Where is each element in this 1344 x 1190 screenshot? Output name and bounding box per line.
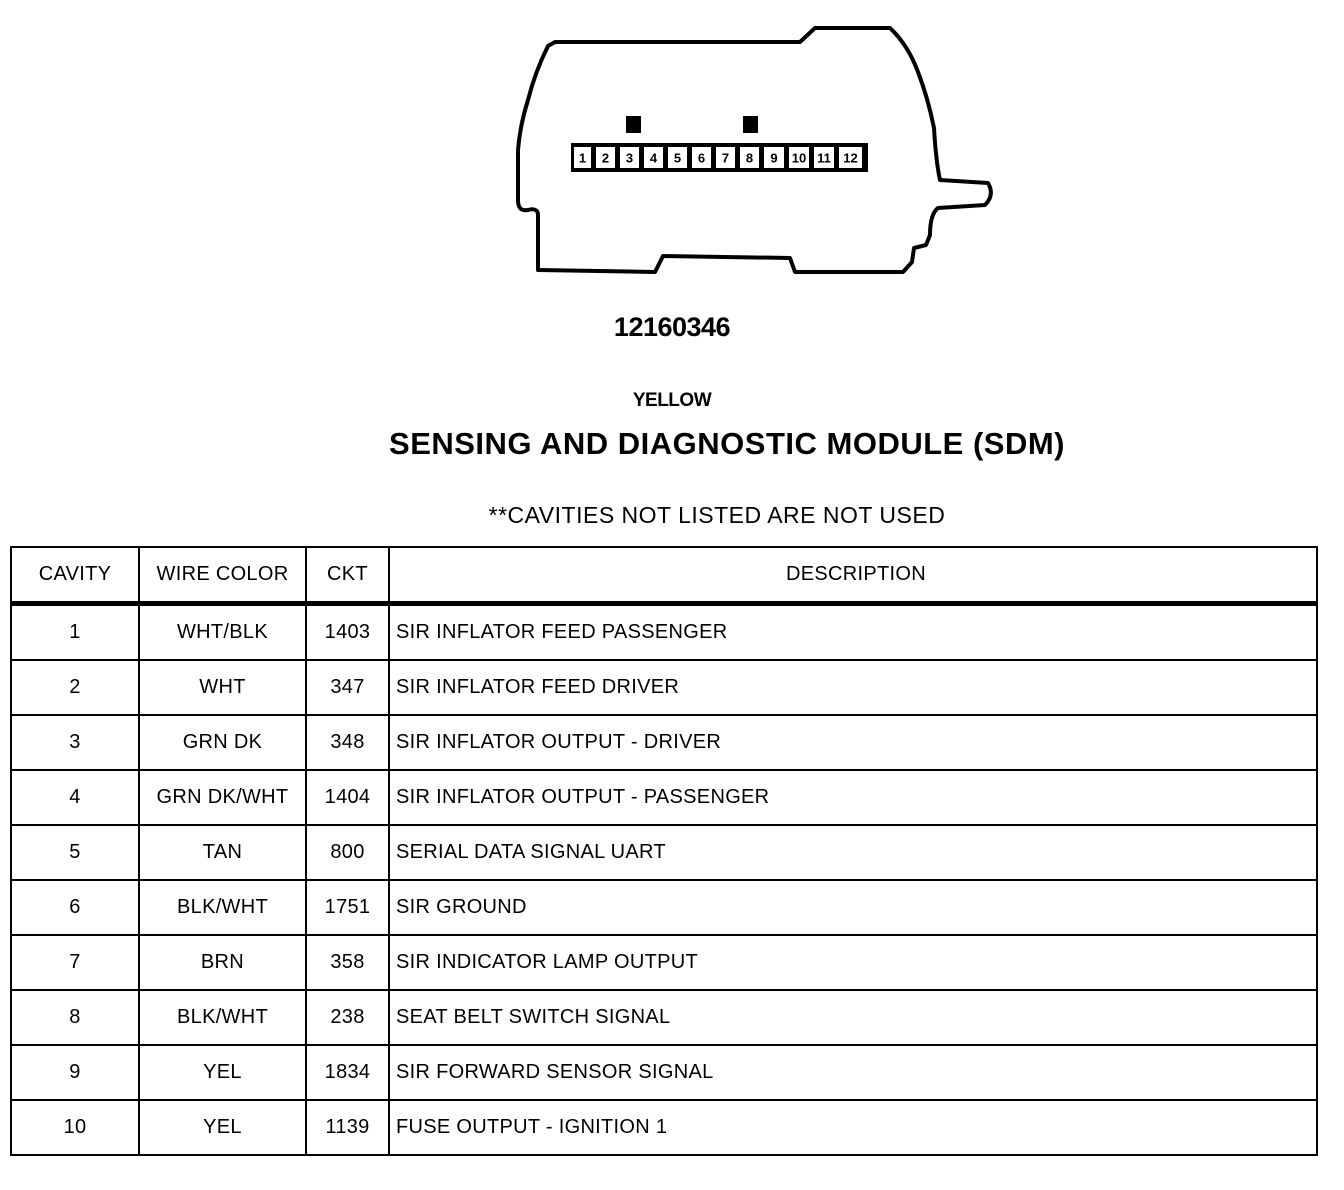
pin-label-5: 5 — [673, 150, 682, 166]
table-row — [11, 825, 1317, 880]
cell-cavity: 1 — [11, 604, 139, 661]
connector-diagram — [0, 0, 1344, 300]
pin-label-7: 7 — [721, 150, 730, 166]
cell-cavity: 7 — [11, 935, 139, 990]
pin-label-2: 2 — [601, 150, 610, 166]
connector-color: YELLOW — [632, 390, 712, 411]
cell-wire-color: BLK/WHT — [139, 880, 306, 935]
cell-wire-color: WHT — [139, 660, 306, 715]
header-description: DESCRIPTION — [389, 547, 1317, 604]
cell-ckt: 358 — [306, 935, 389, 990]
cavity-note: **CAVITIES NOT LISTED ARE NOT USED — [488, 502, 946, 528]
pinout-table — [10, 546, 1318, 1156]
cell-cavity: 5 — [11, 825, 139, 880]
part-number: 12160346 — [613, 312, 731, 342]
cell-ckt: 238 — [306, 990, 389, 1045]
header-cavity: CAVITY — [11, 547, 139, 604]
cell-ckt: 1751 — [306, 880, 389, 935]
cell-wire-color: TAN — [139, 825, 306, 880]
pin-label-10: 10 — [791, 150, 807, 166]
cell-wire-color: YEL — [139, 1045, 306, 1100]
cell-ckt: 800 — [306, 825, 389, 880]
pin-label-4: 4 — [649, 150, 658, 166]
table-row — [11, 935, 1317, 990]
cell-description: SIR INFLATOR FEED PASSENGER — [389, 604, 1317, 661]
cell-description: SIR INFLATOR OUTPUT - PASSENGER — [389, 770, 1317, 825]
pin-row — [571, 143, 868, 172]
cell-ckt: 347 — [306, 660, 389, 715]
cell-description: SIR INDICATOR LAMP OUTPUT — [389, 935, 1317, 990]
table-row — [11, 660, 1317, 715]
cell-cavity: 6 — [11, 880, 139, 935]
table-row — [11, 1100, 1317, 1155]
cell-description: SIR GROUND — [389, 880, 1317, 935]
cell-cavity: 3 — [11, 715, 139, 770]
table-row — [11, 880, 1317, 935]
table-header-row — [11, 547, 1317, 604]
cell-wire-color: YEL — [139, 1100, 306, 1155]
cell-wire-color: BLK/WHT — [139, 990, 306, 1045]
header-wire-color: WIRE COLOR — [139, 547, 306, 604]
cell-description: SIR INFLATOR OUTPUT - DRIVER — [389, 715, 1317, 770]
pin-label-8: 8 — [745, 150, 754, 166]
table-row — [11, 604, 1317, 661]
cell-wire-color: WHT/BLK — [139, 604, 306, 661]
cell-wire-color: GRN DK — [139, 715, 306, 770]
pin-label-11: 11 — [817, 150, 831, 166]
table-row — [11, 715, 1317, 770]
cell-description: SIR FORWARD SENSOR SIGNAL — [389, 1045, 1317, 1100]
pin-key-7 — [743, 116, 758, 133]
cell-ckt: 1834 — [306, 1045, 389, 1100]
module-title: SENSING AND DIAGNOSTIC MODULE (SDM) — [389, 426, 1065, 461]
header-ckt: CKT — [306, 547, 389, 604]
cell-ckt: 1404 — [306, 770, 389, 825]
pin-key-3 — [626, 116, 641, 133]
cell-wire-color: BRN — [139, 935, 306, 990]
pin-label-3: 3 — [625, 150, 634, 166]
cell-ckt: 1139 — [306, 1100, 389, 1155]
cell-description: FUSE OUTPUT - IGNITION 1 — [389, 1100, 1317, 1155]
pin-label-12: 12 — [843, 150, 858, 166]
pin-label-9: 9 — [770, 150, 778, 166]
cell-cavity: 2 — [11, 660, 139, 715]
cell-cavity: 8 — [11, 990, 139, 1045]
cell-ckt: 348 — [306, 715, 389, 770]
cell-description: SERIAL DATA SIGNAL UART — [389, 825, 1317, 880]
pin-label-1: 1 — [578, 150, 587, 166]
table-row — [11, 990, 1317, 1045]
cell-wire-color: GRN DK/WHT — [139, 770, 306, 825]
cell-cavity: 10 — [11, 1100, 139, 1155]
table-row — [11, 770, 1317, 825]
pin-label-6: 6 — [697, 150, 706, 166]
table-row — [11, 1045, 1317, 1100]
cell-cavity: 9 — [11, 1045, 139, 1100]
cell-description: SIR INFLATOR FEED DRIVER — [389, 660, 1317, 715]
cell-cavity: 4 — [11, 770, 139, 825]
cell-description: SEAT BELT SWITCH SIGNAL — [389, 990, 1317, 1045]
cell-ckt: 1403 — [306, 604, 389, 661]
